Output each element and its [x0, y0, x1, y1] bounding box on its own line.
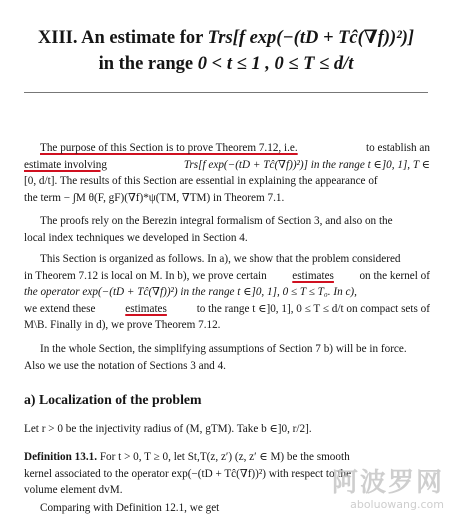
title-divider: [24, 92, 428, 93]
text-line: volume element dvM.: [24, 484, 123, 496]
text-line: Let r > 0 be the injectivity radius of (M, gTM). Take b ∈]0, r/2].: [24, 423, 312, 435]
text-span: For t > 0, T ≥ 0, let St,T(z, z′) (z, z′ ∈ M) be the smooth: [99, 451, 350, 463]
text-line: In the whole Section, the simplifying assumptions of Section 7 b) will be in force.: [40, 343, 407, 355]
text-line: This Section is organized as follows. In a), we show that the problem considered: [40, 253, 401, 265]
text-line: The proofs rely on the Berezin integral formalism of Section 3, and also on the: [40, 215, 393, 227]
underlined-estimate: estimate involving: [24, 158, 107, 171]
section-title-range-math: 0 < t ≤ 1 , 0 ≤ T ≤ d/t: [197, 54, 354, 74]
paragraph-injectivity: [24, 421, 430, 438]
watermark: [332, 468, 444, 511]
text-line: M\B. Finally in d), we prove Theorem 7.12.: [24, 319, 221, 331]
text-span: we extend these: [24, 302, 96, 315]
section-title-range-text: in the range: [98, 54, 198, 74]
underlined-estimates-2: estimates: [125, 302, 167, 315]
underlined-purpose: The purpose of this Section is to prove Theorem 7.12, i.e.: [40, 142, 298, 154]
watermark-chinese-text: 阿波罗网: [331, 468, 444, 498]
paragraph-assumptions: [24, 341, 430, 374]
section-title-math: Trs[f exp(−(tD + Tĉ(∇f))²)]: [207, 28, 415, 48]
text-line: kernel associated to the operator exp(−(tD + Tĉ(∇f))²) with respect to the: [24, 467, 352, 480]
text-span: on the kernel of: [359, 269, 430, 282]
text-line: [0, d/t]. The results of this Section are essential in explaining the appearance of: [24, 175, 378, 187]
section-title-line-1: [0, 26, 452, 50]
underlined-estimates-1: estimates: [292, 269, 334, 282]
definition-label: Definition 13.1.: [24, 451, 98, 463]
section-title-line-2: [0, 52, 452, 76]
text-line: the term − ∫M θ(F, gF)(∇f)*ψ(TM, ∇TM) in Theorem 7.1.: [24, 191, 285, 204]
text-span: Trs[f exp(−(tD + Tĉ(∇f))²)] in the range t ∈]0, 1], T ∈: [183, 158, 430, 171]
text-span: to the range t ∈]0, 1], 0 ≤ T ≤ d/t on compact sets of: [196, 302, 430, 315]
text-span: in Theorem 7.12 is local on M. In b), we prove certain: [24, 269, 267, 282]
text-line: Also we use the notation of Sections 3 and 4.: [24, 359, 226, 372]
text-line: Comparing with Definition 12.1, we get: [40, 502, 220, 514]
section-title-text: XIII. An estimate for: [37, 28, 208, 48]
watermark-url: aboluowang.com: [350, 498, 444, 511]
text-line: local index techniques we developed in Section 4.: [24, 231, 248, 244]
text-line: the operator exp(−(tD + Tĉ(∇f))²) in the range t ∈]0, 1], 0 ≤ T ≤ T₀. In c),: [24, 286, 357, 298]
paragraph-intro: [24, 140, 430, 206]
paragraph-proofs: [24, 213, 430, 246]
text-span: to establish an: [365, 142, 430, 154]
subsection-heading: a) Localization of the problem: [24, 392, 202, 407]
paragraph-organization: [24, 251, 430, 334]
